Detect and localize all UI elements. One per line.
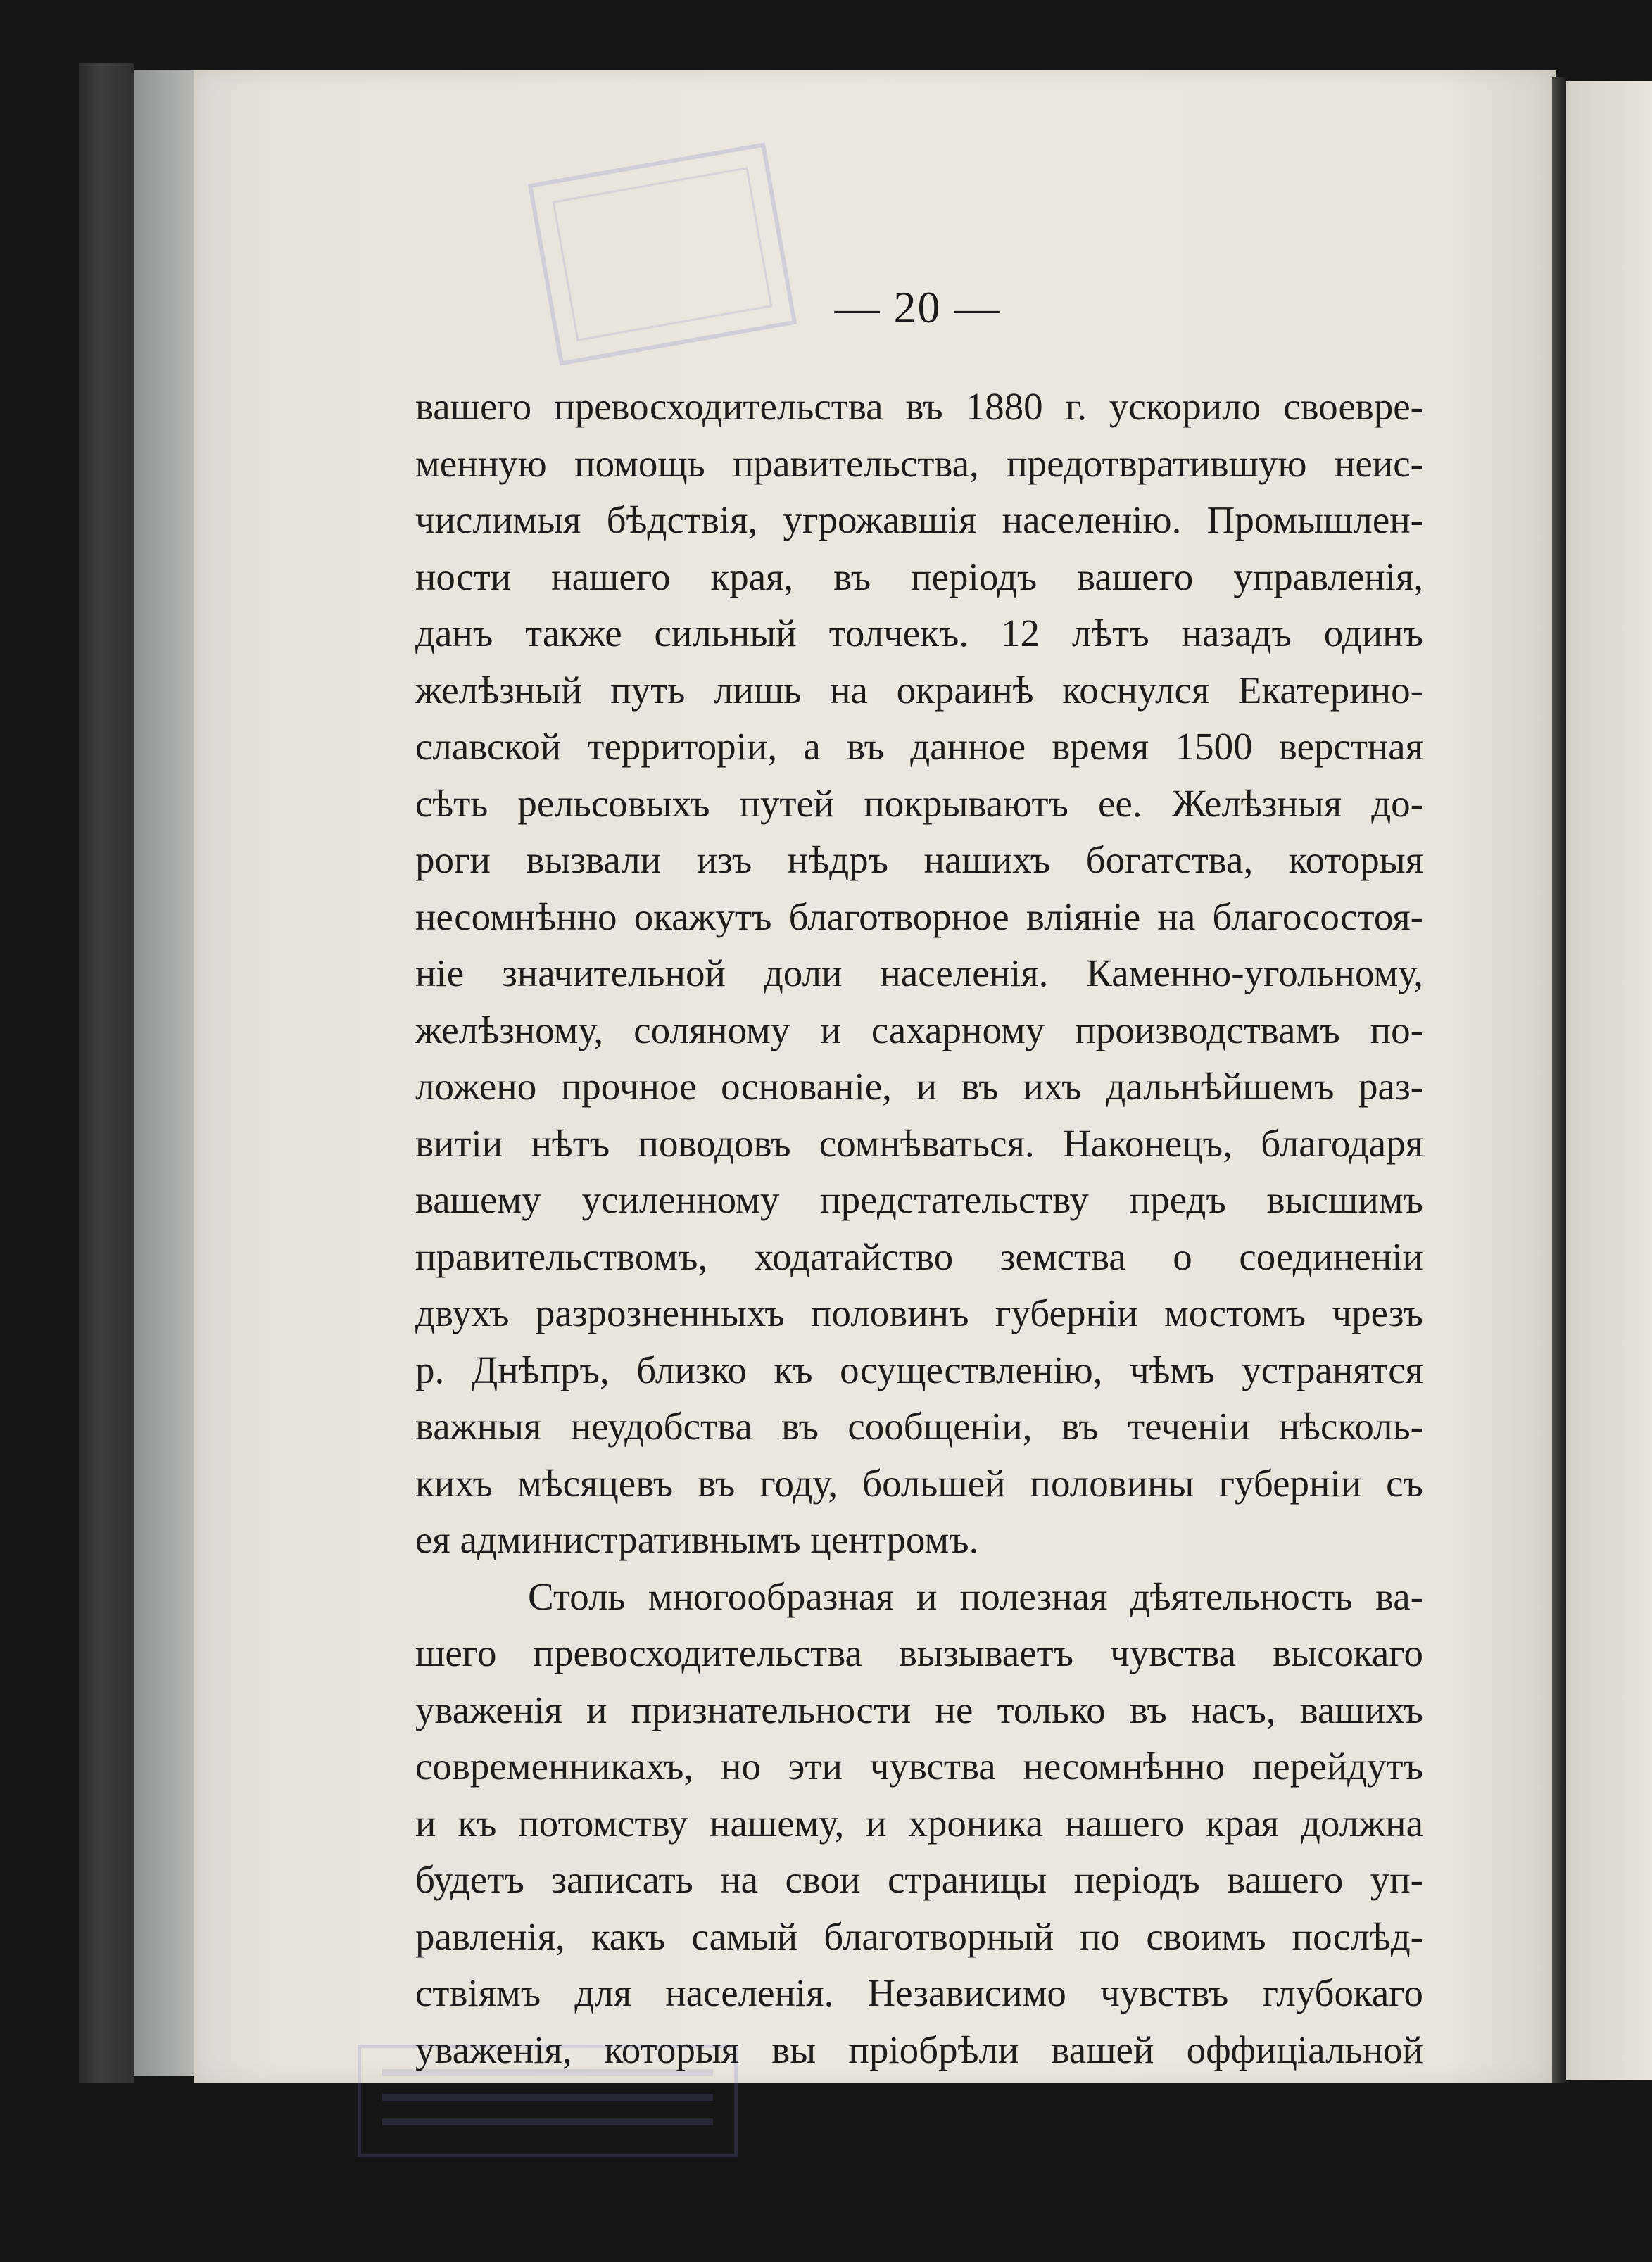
text-line: современникахъ, но эти чувства несомнѣнно перейдутъ <box>415 1745 1423 1788</box>
text-line: р. Днѣпръ, близко къ осуществленію, чѣмъ устранятся <box>415 1348 1423 1391</box>
page-gutter <box>1552 77 1566 2083</box>
text-line: равленія, какъ самый благотворный по своимъ послѣд- <box>415 1914 1423 1958</box>
text-line: ложено прочное основаніе, и въ ихъ дальнѣйшемъ раз- <box>415 1065 1423 1108</box>
stamp-line <box>382 2118 713 2125</box>
text-line: роги вызвали изъ нѣдръ нашихъ богатства, которыя <box>415 838 1423 881</box>
text-line: данъ также сильный толчекъ. 12 лѣтъ назадъ одинъ <box>415 612 1423 655</box>
text-line: несомнѣнно окажутъ благотворное вліяніе на благосостоя- <box>415 895 1423 938</box>
book-binding <box>79 63 134 2083</box>
text-line: ствіямъ для населенія. Независимо чувствъ глубокаго <box>415 1971 1423 2014</box>
text-line: славской территоріи, а въ данное время 1500 верстная <box>415 725 1423 768</box>
text-line: вашему усиленному предстательству предъ высшимъ <box>415 1178 1423 1221</box>
text-line: числимыя бѣдствія, угрожавшія населенію. Промышлен- <box>415 498 1423 541</box>
text-line: уваженія, которыя вы пріобрѣли вашей оффиціальной <box>415 2028 1423 2071</box>
text-line: Столь многообразная и полезная дѣятельность ва- <box>528 1574 1423 1618</box>
text-line: важныя неудобства въ сообщеніи, въ теченіи нѣсколь- <box>415 1405 1423 1448</box>
text-line: кихъ мѣсяцевъ въ году, большей половины губерніи съ <box>415 1461 1423 1505</box>
text-line: будетъ записать на свои страницы періодъ вашего уп- <box>415 1858 1423 1901</box>
text-line: ея административнымъ центромъ. <box>415 1518 979 1561</box>
text-line: уваженія и признательности не только въ насъ, вашихъ <box>415 1688 1423 1731</box>
text-line: правительствомъ, ходатайство земства о соединеніи <box>415 1234 1423 1278</box>
text-line: двухъ разрозненныхъ половинъ губерніи мостомъ чрезъ <box>415 1291 1423 1334</box>
stamp-line <box>382 2094 713 2101</box>
book-cover-edge <box>134 70 198 2076</box>
body-text <box>415 379 1423 2078</box>
text-line: вашего превосходительства въ 1880 г. ускорило своевре- <box>415 385 1423 428</box>
text-line: желѣзный путь лишь на окраинѣ коснулся Екатерино- <box>415 668 1423 712</box>
text-line: менную помощь правительства, предотвратившую неис- <box>415 441 1423 485</box>
text-line: шего превосходительства вызываетъ чувства высокаго <box>415 1631 1423 1674</box>
text-line: сѣть рельсовыхъ путей покрываютъ ее. Желѣзныя до- <box>415 781 1423 825</box>
text-line: витіи нѣтъ поводовъ сомнѣваться. Наконецъ, благодаря <box>415 1121 1423 1165</box>
text-line: и къ потомству нашему, и хроника нашего края должна <box>415 1801 1423 1845</box>
text-line: желѣзному, соляному и сахарному производствамъ по- <box>415 1008 1423 1051</box>
page-number: — 20 — <box>834 282 1001 332</box>
next-page-edge <box>1566 81 1652 2080</box>
text-line: ности нашего края, въ періодъ вашего управленія, <box>415 555 1423 598</box>
text-line: ніе значительной доли населенія. Каменно-угольному, <box>415 952 1423 994</box>
